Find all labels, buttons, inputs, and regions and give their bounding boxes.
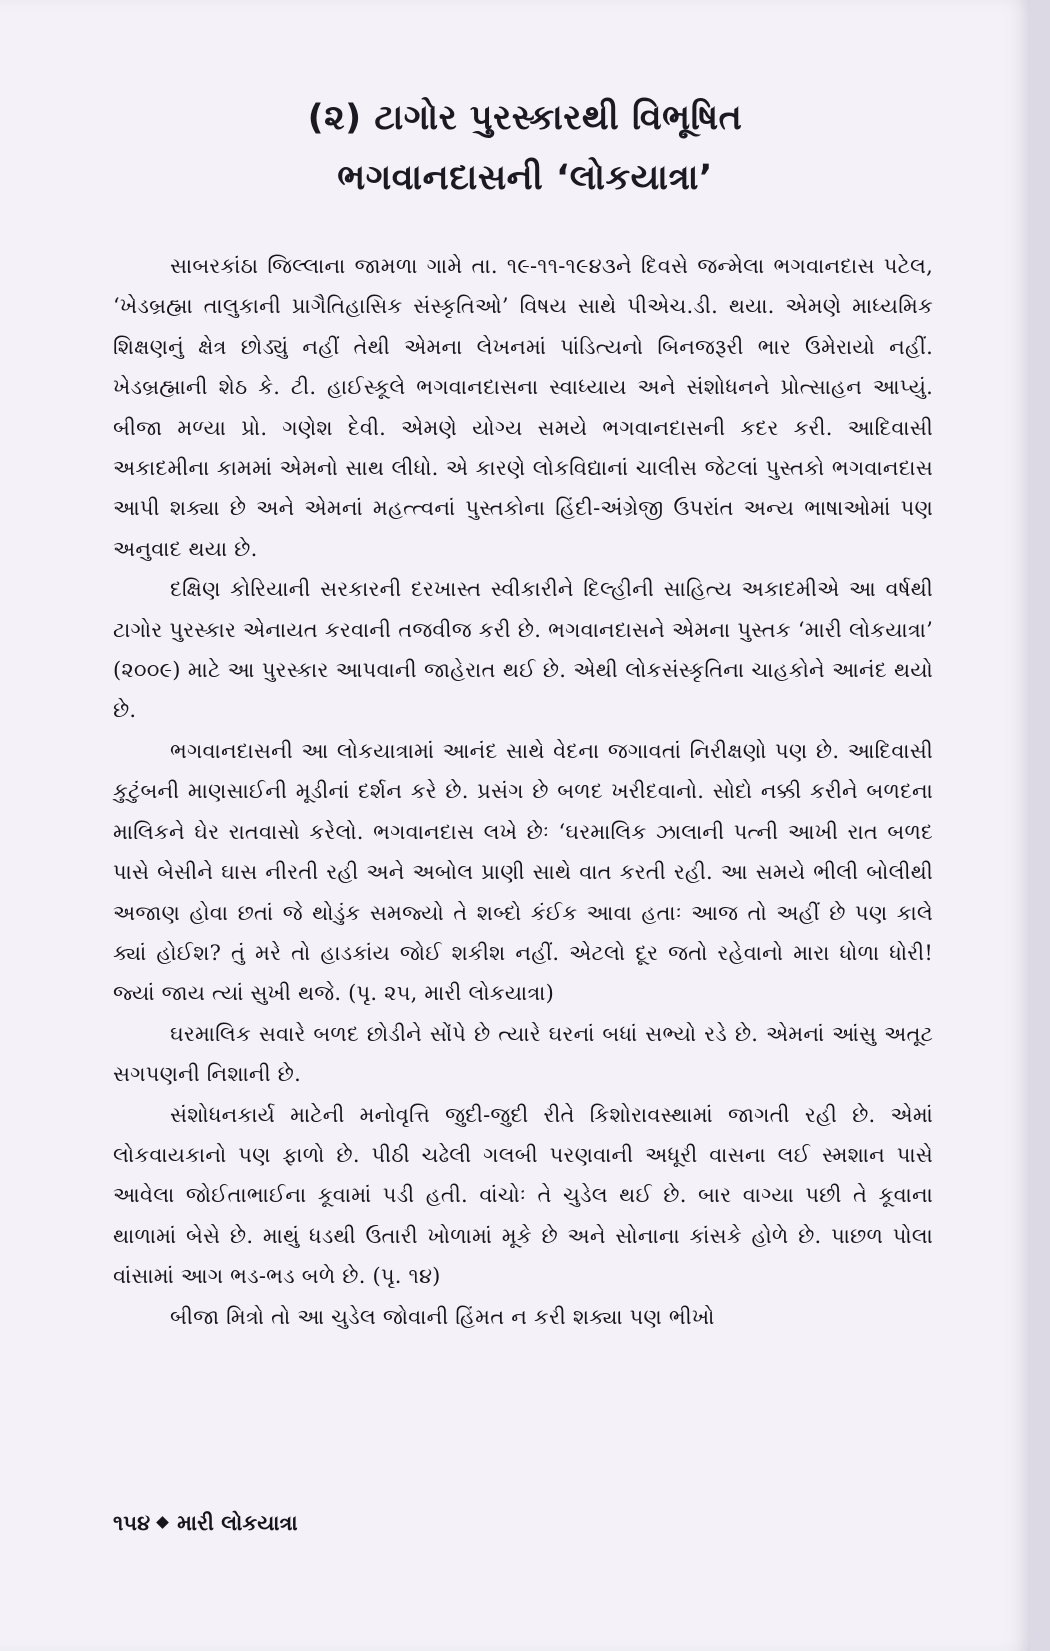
diamond-bullet-icon <box>156 1516 169 1529</box>
page-edge <box>1030 0 1050 1651</box>
page-footer <box>113 1511 298 1536</box>
paragraph: બીજા મિત્રો તો આ ચુડેલ જોવાની હિંમત ન કરી શક્યા પણ ભીખો <box>170 1304 715 1329</box>
body-text <box>113 246 933 1337</box>
paragraph: સાબરકાંઠા જિલ્લાના જામળા ગામે તા. ૧૯-૧૧-૧૯૪૩ને દિવસે જન્મેલા ભગવાનદાસ પટેલ, ‘ખેડબ્રહ્મા તાલુકાની પ્રાગૈતિહાસિક સંસ્કૃતિઓ’ વિષય સાથે પીએચ.ડી. થયા. એમણે માધ્યમિક શિક્ષણનું ક્ષેત્ર છોડ્યું નહીં તેથી એમના લેખનમાં પાંડિત્યનો બિનજરૂરી ભાર ઉમેરાયો નહીં. ખેડબ્રહ્માની શેઠ કે. ટી. હાઈસ્કૂલે ભગવાનદાસના સ્વાધ્યાય અને સંશોધનને પ્રોત્સાહન આપ્યું. બીજા મળ્યા પ્રો. ગણેશ દેવી. એમણે યોગ્ય સમયે ભગવાનદાસની કદર કરી. આદિવાસી અકાદમીના કામમાં એમનો સાથ લીધો. એ કારણે લોકવિદ્યાનાં ચાલીસ જેટલાં પુસ્તકો ભગવાનદાસ આપી શક્યા છે અને એમનાં મહત્ત્વનાં પુસ્તકોના હિંદી-અંગ્રેજી ઉપરાંત અન્ય ભાષાઓમાં પણ અનુવાદ થયા છે. <box>113 254 933 561</box>
running-book-title: મારી લોકયાત્રા <box>177 1511 298 1535</box>
chapter-title-line-1: (૨) ટાગોર પુરસ્કારથી વિભૂષિત <box>307 98 743 138</box>
paragraph: ઘરમાલિક સવારે બળદ છોડીને સોંપે છે ત્યારે ઘરનાં બધાં સભ્યો રડે છે. એમનાં આંસુ અતૂટ સગપણની નિશાની છે. <box>113 1021 933 1087</box>
chapter-title-line-2: ભગવાનદાસની ‘લોકયાત્રા’ <box>337 158 713 198</box>
paragraph: સંશોધનકાર્ય માટેની મનોવૃત્તિ જુદી-જુદી રીતે કિશોરાવસ્થામાં જાગતી રહી છે. એમાં લોકવાયકાનો પણ ફાળો છે. પીઠી ચઢેલી ગલબી પરણવાની અધૂરી વાસના લઈ સ્મશાન પાસે આવેલા જોઈતાભાઈના કૂવામાં પડી હતી. વાંચોઃ તે ચુડેલ થઈ છે. બાર વાગ્યા પછી તે કૂવાના થાળામાં બેસે છે. માથું ધડથી ઉતારી ખોળામાં મૂકે છે અને સોનાના કાંસકે હોળે છે. પાછળ પોલા વાંસામાં આગ ભડ-ભડ બળે છે. (પૃ. ૧૪) <box>113 1102 933 1289</box>
paragraph: દક્ષિણ કોરિયાની સરકારની દરખાસ્ત સ્વીકારીને દિલ્હીની સાહિત્ય અકાદમીએ આ વર્ષથી ટાગોર પુરસ્કાર એનાયત કરવાની તજવીજ કરી છે. ભગવાનદાસને એમના પુસ્તક ‘મારી લોકયાત્રા’ (૨૦૦૯) માટે આ પુરસ્કાર આપવાની જાહેરાત થઈ છે. એથી લોકસંસ્કૃતિના ચાહકોને આનંદ થયો છે. <box>113 577 933 723</box>
paragraph: ભગવાનદાસની આ લોકયાત્રામાં આનંદ સાથે વેદના જગાવતાં નિરીક્ષણો પણ છે. આદિવાસી કુટુંબની માણસાઈની મૂડીનાં દર્શન કરે છે. પ્રસંગ છે બળદ ખરીદવાનો. સોદો નક્કી કરીને બળદના માલિકને ઘેર રાતવાસો કરેલો. ભગવાનદાસ લખે છેઃ ‘ઘરમાલિક ઝાલાની પત્ની આખી રાત બળદ પાસે બેસીને ઘાસ નીરતી રહી અને અબોલ પ્રાણી સાથે વાત કરતી રહી. આ સમયે ભીલી બોલીથી અજાણ હોવા છતાં જે થોડુંક સમજ્યો તે શબ્દો કંઈક આવા હતાઃ આજ તો અહીં છે પણ કાલે ક્યાં હોઈશ? તું મરે તો હાડકાંય જોઈ શકીશ નહીં. એટલો દૂર જતો રહેવાનો મારા ધોળા ધોરી! જ્યાં જાય ત્યાં સુખી થજે. (પૃ. ૨૫, મારી લોકયાત્રા) <box>113 738 933 1006</box>
page-number: ૧૫૪ <box>113 1511 151 1535</box>
